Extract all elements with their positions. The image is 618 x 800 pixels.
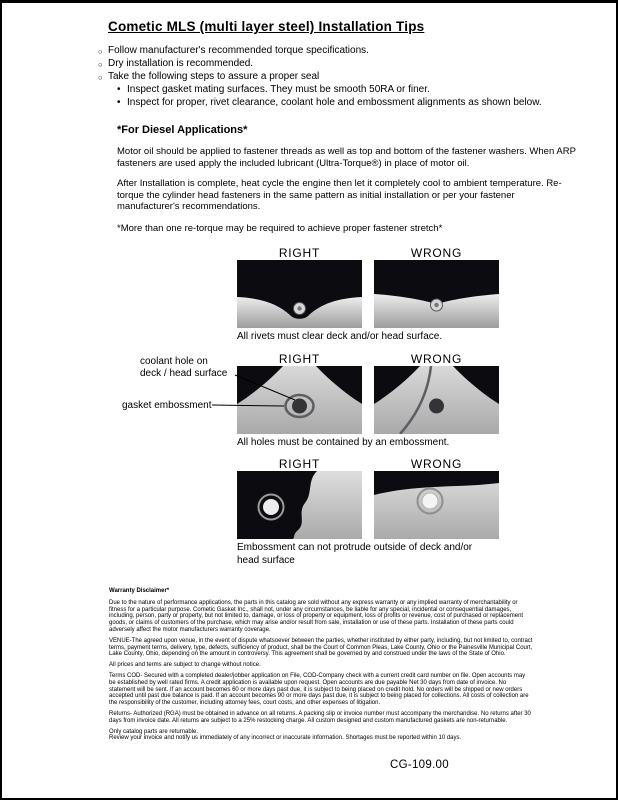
figure-labels xyxy=(237,247,499,260)
rivet-center-icon xyxy=(434,303,438,307)
diesel-section xyxy=(117,124,576,234)
right-label: RIGHT xyxy=(278,246,321,260)
figure-panels xyxy=(237,471,572,539)
figure-caption: Embossment can not protrude outside of deck and/or head surface xyxy=(237,542,473,566)
embossment-right-image xyxy=(237,471,362,539)
tip-text: Inspect for proper, rivet clearance, coolant hole and embossment alignments as shown below. xyxy=(127,96,542,108)
tip-text: Take the following steps to assure a proper seal xyxy=(108,71,320,82)
wrong-label: WRONG xyxy=(410,351,463,366)
figure-labels xyxy=(237,458,499,471)
figure-caption: All holes must be contained by an embossment. xyxy=(237,436,450,448)
list-item xyxy=(117,97,572,110)
right-label: RIGHT xyxy=(278,457,321,471)
disclaimer-paragraph: Returns- Authorized (RGA) must be obtained in advance on all returns. A packing slip or invoice number must accompany the merchandise. No returns after 30 days from invoice date. All returns are subject to a 25% restocking charge. All custom designed and custom manufactured gaskets are non-returnable. xyxy=(109,710,531,724)
figure-caption: All rivets must clear deck and/or head surface. xyxy=(237,331,443,342)
wrong-label: WRONG xyxy=(410,457,463,471)
tip-text: Follow manufacturer's recommended torque specifications. xyxy=(108,45,369,56)
list-item xyxy=(98,58,572,71)
figure-panels xyxy=(237,260,572,328)
circle-bullet-icon: ○ xyxy=(98,60,103,69)
dot-bullet-icon: • xyxy=(117,96,121,108)
warranty-disclaimer xyxy=(109,588,533,742)
coolant-hole xyxy=(429,398,444,413)
disclaimer-paragraph: VENUE-The agreed upon venue, in the event of dispute whatsoever between the parties, whether instituted by either party, including, but not limited to, contract terms, payment terms, delivery, type, defects, sufficiency of product, shall be the Court of Common Pleas, Lake County, Ohio or the Painesville Municipal Court, Lake County, Ohio, depending on the amount in controversy. This agreement shall be governed by and construed under the laws of the State of Ohio. xyxy=(109,637,533,658)
embossment-wrong-image xyxy=(374,471,499,539)
list-item xyxy=(98,45,572,58)
rivet-wrong-image xyxy=(374,260,499,328)
catalog-code: CG-109.00 xyxy=(390,759,449,771)
gasket-hole xyxy=(422,493,438,509)
rivet-right-image xyxy=(237,260,362,328)
tip-text: Dry installation is recommended. xyxy=(108,58,254,69)
diesel-heading: *For Diesel Applications* xyxy=(117,124,248,136)
page-title: Cometic MLS (multi layer steel) Installation Tips xyxy=(108,19,425,34)
disclaimer-paragraph: Only catalog parts are returnable. xyxy=(109,728,199,735)
wrong-label: WRONG xyxy=(410,246,463,260)
diesel-paragraph-1: Motor oil should be applied to fastener threads as well as top and bottom of the fastener washers. When ARP fasteners are used apply the included lubricant (Ultra-Torque®) in place of motor oil. xyxy=(117,146,576,169)
disclaimer-paragraph: Terms COD- Secured with a completed dealer/jobber application on File, COD-Company check with a current credit card number on file. Open accounts may be established by well rated firms. A credit application is available upon request. Open accounts are due payable Net 30 days from date of invoice. No statement will be sent. If an account becomes 60 or more days past due, it is subject to being placed on credit hold. No orders will be shipped or new orders accepted until past due balance is paid. If an account becomes 90 or more days past due, it is subject to being placed for collections. All costs of collection are the responsibility of the customer, including attorney fees, court costs, and other expenses of litigation. xyxy=(109,672,529,707)
disclaimer-paragraph: Review your invoice and notify us immediately of any incorrect or inaccurate information. Shortages must be reported within 10 days. xyxy=(109,735,462,742)
annotation-line: coolant hole on xyxy=(140,355,208,367)
retorque-note: *More than one re-torque may be required to achieve proper fastener stretch* xyxy=(117,222,443,234)
coolant-hole-right-image xyxy=(237,366,362,434)
figure-row-coolant-holes xyxy=(98,353,572,450)
dot-bullet-icon: • xyxy=(117,84,121,95)
list-item xyxy=(117,84,572,97)
figure-row-embossment xyxy=(98,458,572,567)
right-label: RIGHT xyxy=(278,351,321,366)
rivet-center-icon xyxy=(297,306,301,310)
figure-panels xyxy=(237,366,572,434)
diesel-paragraph-2: After Installation is complete, heat cycle the engine then let it completely cool to ambient temperature. Re-torque the cylinder head fasteners in the same pattern as initial installation or per your fastener manufacturer's recommendations. xyxy=(117,178,562,212)
annotation-gasket-embossment: gasket embossment xyxy=(122,399,212,411)
disclaimer-paragraph: All prices and terms are subject to change without notice. xyxy=(109,662,261,669)
tips-list xyxy=(98,45,572,109)
circle-bullet-icon: ○ xyxy=(98,47,103,56)
coolant-hole-wrong-image xyxy=(374,366,499,434)
figure-labels xyxy=(237,353,499,366)
page-content xyxy=(2,3,616,742)
figures-section xyxy=(98,247,572,567)
annotation-coolant-hole xyxy=(140,356,227,380)
disclaimer-paragraph: Due to the nature of performance applications, the parts in this catalog are sold without any express warranty or any implied warranty of merchantability or fitness for a particular purpose. Cometic Gasket Inc., shall not, under any circumstances, be liable for any special, incidental or consequential damages, including, person, party or property, but not limited to, damage, or loss of property or equipment, loss of profits or revenue, cost of purchased or replacement goods, or claims of customers of the purchase, which may arise and/or result from sale, installation or use of these parts. Installation of these parts could adversely affect the motor manufacturers warranty coverage. xyxy=(109,599,524,633)
list-item xyxy=(98,71,572,84)
tip-text: Inspect gasket mating surfaces. They must be smooth 50RA or finer. xyxy=(127,84,430,95)
coolant-hole xyxy=(292,398,307,413)
disclaimer-heading: Warranty Disclaimer* xyxy=(109,588,170,594)
figure-row-rivets xyxy=(98,247,572,344)
annotation-line: deck / head surface xyxy=(140,367,228,379)
circle-bullet-icon: ○ xyxy=(98,73,103,82)
gasket-hole xyxy=(263,499,279,515)
